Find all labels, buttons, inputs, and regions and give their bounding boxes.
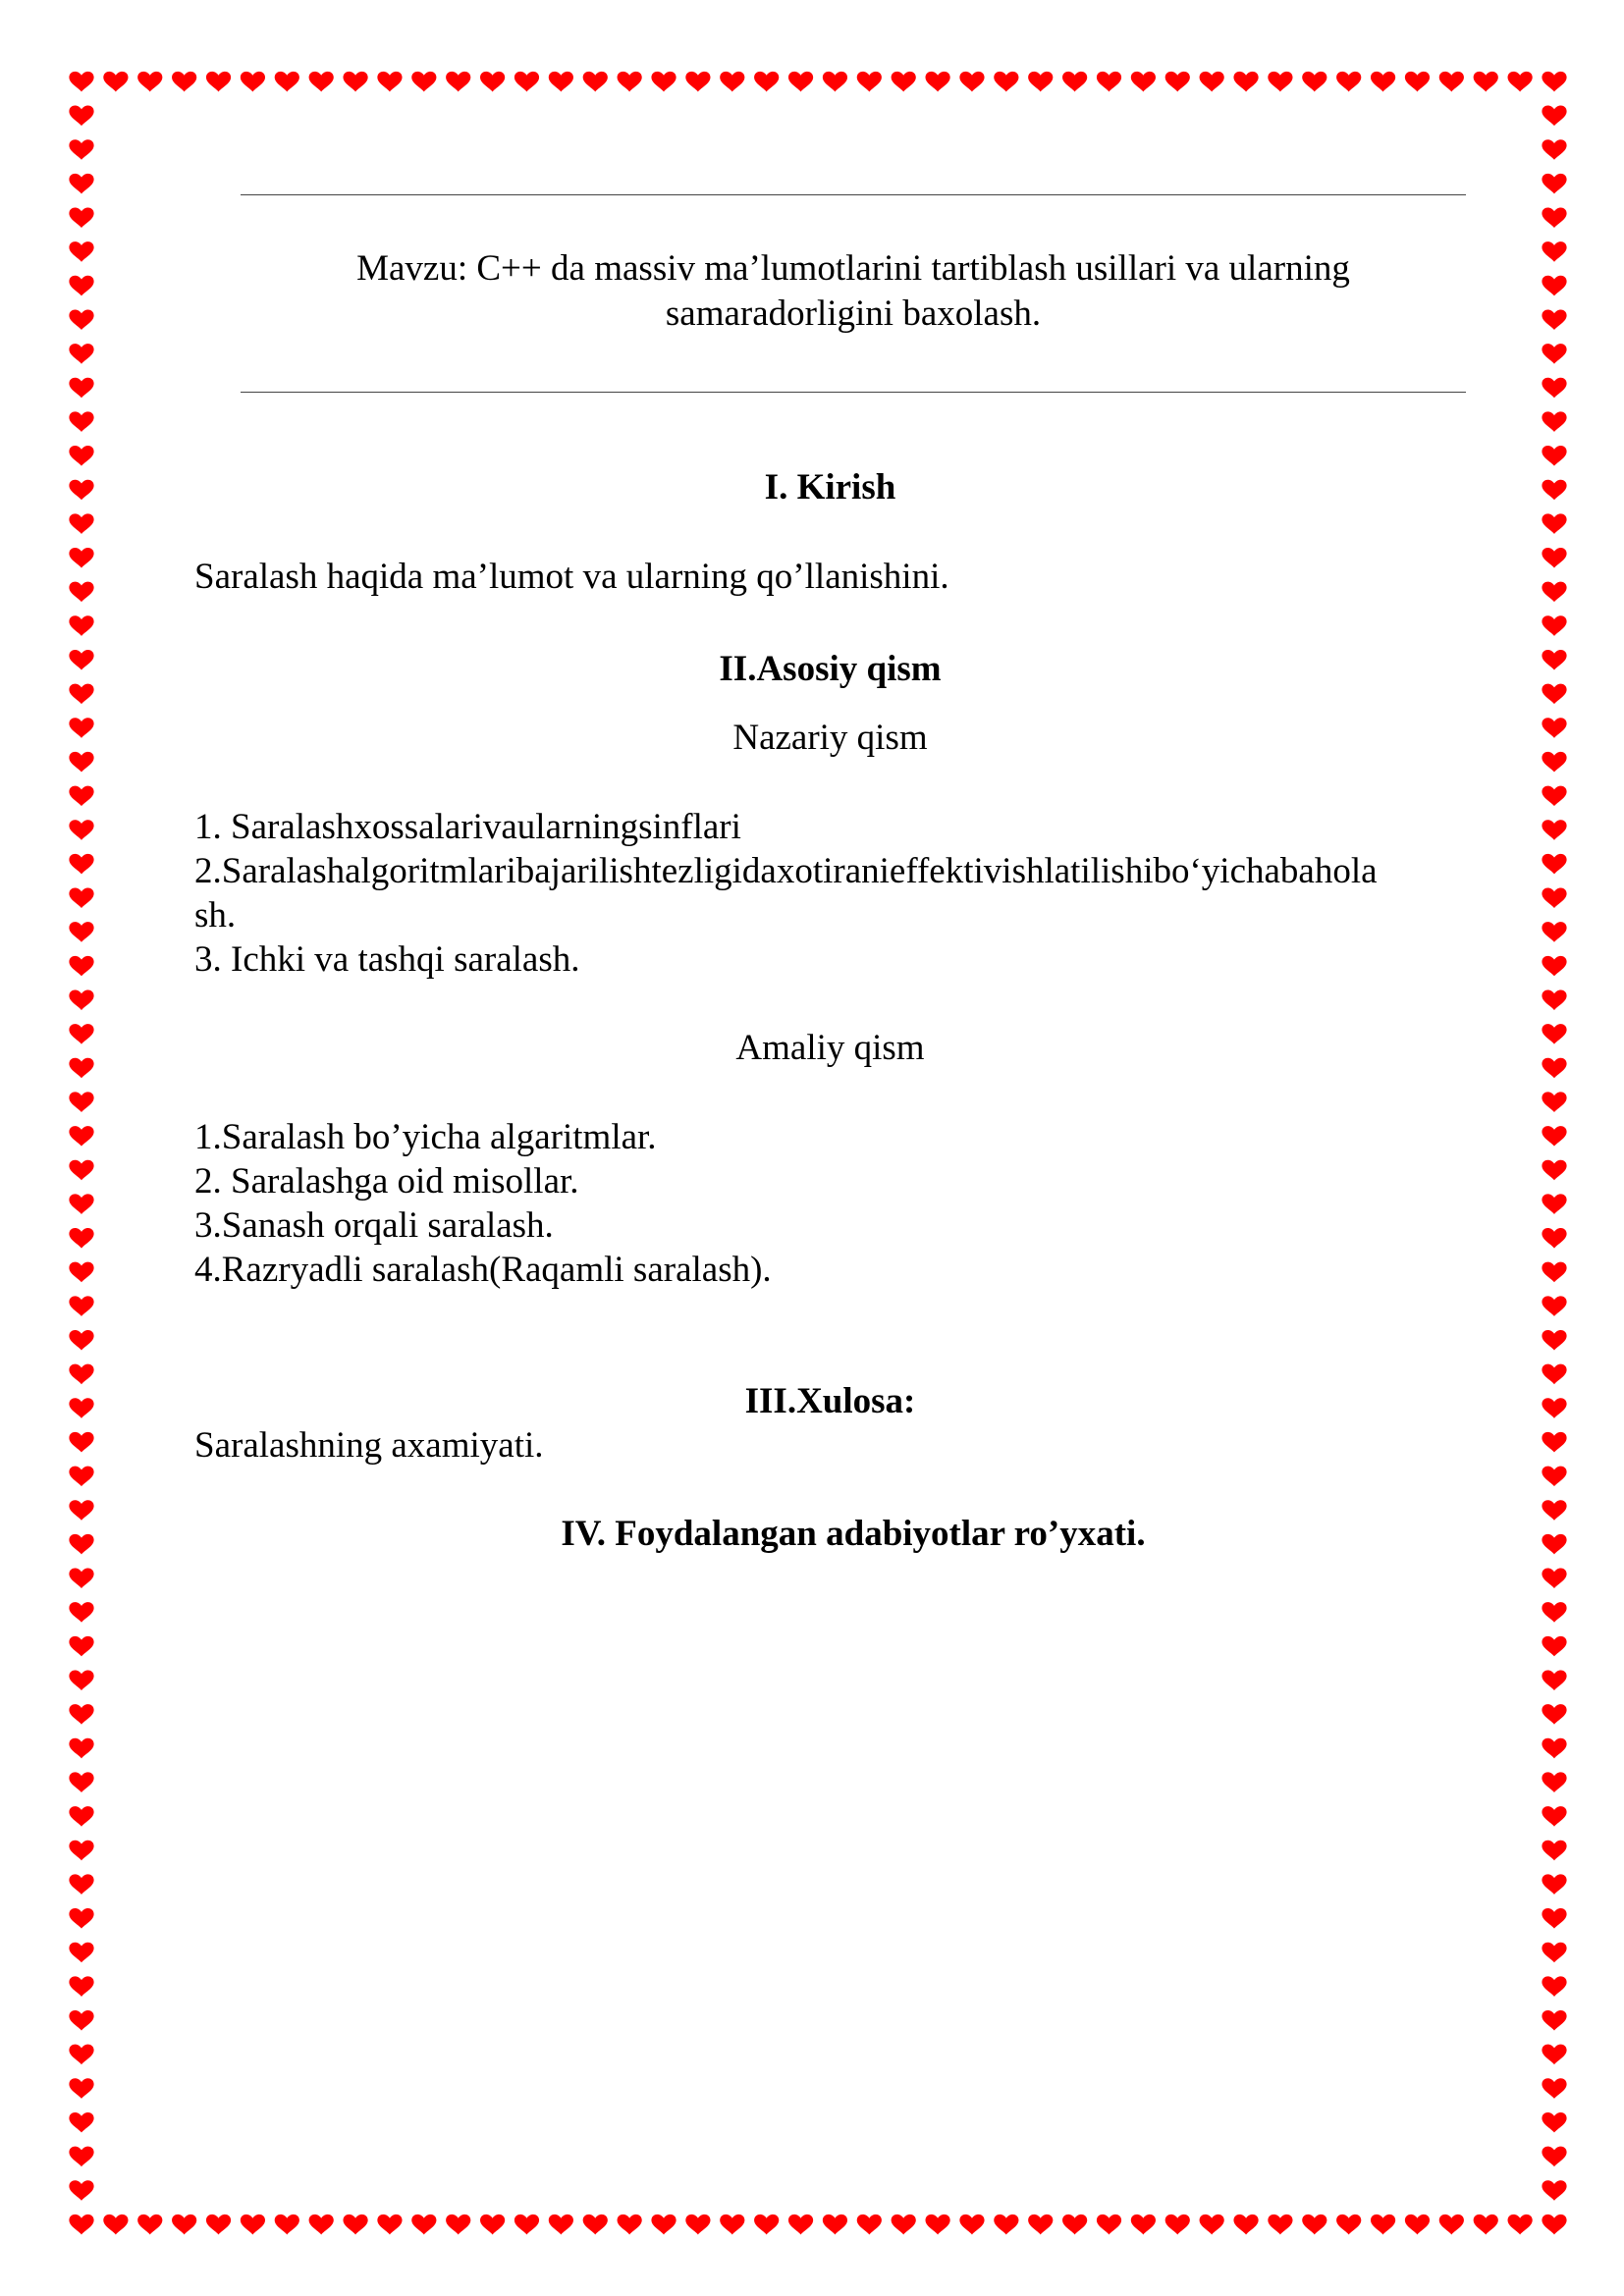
heart-icon bbox=[275, 2215, 299, 2235]
heart-icon bbox=[172, 72, 196, 92]
heart-icon bbox=[754, 2215, 779, 2235]
heart-icon bbox=[1542, 411, 1566, 432]
heart-icon bbox=[959, 72, 984, 92]
heart-icon bbox=[1542, 582, 1566, 603]
bottom-rule bbox=[241, 392, 1466, 393]
topic-line-1: Mavzu: C++ da massiv ma’lumotlarini tartiblash usillari va ularning bbox=[356, 248, 1350, 289]
heart-icon bbox=[1542, 2147, 1566, 2167]
heart-icon bbox=[1542, 1228, 1566, 1249]
heart-icon bbox=[69, 411, 93, 432]
heart-icon bbox=[69, 1772, 93, 1792]
heart-icon bbox=[69, 2147, 93, 2167]
heart-icon bbox=[1028, 2215, 1053, 2235]
heart-icon bbox=[1542, 1092, 1566, 1112]
heart-icon bbox=[1165, 2215, 1190, 2235]
heart-icon bbox=[1542, 1058, 1566, 1079]
heart-icon bbox=[1542, 1738, 1566, 1759]
heart-icon bbox=[172, 2215, 196, 2235]
heart-icon bbox=[1542, 241, 1566, 262]
heart-icon bbox=[1336, 2215, 1361, 2235]
heart-icon bbox=[1542, 1194, 1566, 1214]
heart-icon bbox=[1542, 1432, 1566, 1453]
heart-icon bbox=[69, 480, 93, 501]
heart-icon bbox=[1542, 1296, 1566, 1316]
heart-icon bbox=[69, 106, 93, 127]
heart-icon bbox=[69, 1194, 93, 1214]
heart-icon bbox=[1542, 786, 1566, 807]
heart-icon bbox=[1542, 854, 1566, 875]
list-item: 2. Saralashga oid misollar. bbox=[194, 1161, 579, 1201]
heart-icon bbox=[1028, 72, 1053, 92]
heart-icon bbox=[1542, 820, 1566, 840]
heart-icon bbox=[583, 2215, 608, 2235]
heart-icon bbox=[69, 1636, 93, 1657]
heart-icon bbox=[69, 1704, 93, 1725]
heart-icon bbox=[651, 2215, 676, 2235]
heart-icon bbox=[69, 1160, 93, 1181]
heart-icon bbox=[1336, 72, 1361, 92]
heart-icon bbox=[857, 72, 882, 92]
heart-icon bbox=[1474, 2215, 1498, 2235]
heart-icon bbox=[69, 1296, 93, 1316]
heart-icon bbox=[1542, 1704, 1566, 1725]
section-heading-kirish: I. Kirish bbox=[764, 467, 896, 507]
heart-icon bbox=[69, 1806, 93, 1827]
heart-icon bbox=[959, 2215, 984, 2235]
top-rule bbox=[241, 194, 1466, 195]
heart-icon bbox=[1542, 1602, 1566, 1623]
heart-icon bbox=[69, 684, 93, 705]
heart-icon bbox=[1542, 956, 1566, 977]
heart-icon bbox=[1371, 72, 1395, 92]
heart-icon bbox=[137, 2215, 162, 2235]
heart-icon bbox=[892, 2215, 916, 2235]
heart-icon bbox=[69, 1432, 93, 1453]
heart-icon bbox=[1371, 2215, 1395, 2235]
kirish-text: Saralash haqida ma’lumot va ularning qo’llanishini. bbox=[194, 557, 949, 597]
heart-icon bbox=[1439, 2215, 1464, 2235]
heart-icon bbox=[69, 207, 93, 228]
heart-icon bbox=[1542, 1467, 1566, 1487]
heart-icon bbox=[69, 378, 93, 399]
heart-icon bbox=[1542, 378, 1566, 399]
heart-icon bbox=[1165, 72, 1190, 92]
heart-icon bbox=[480, 72, 505, 92]
list-item: 1.Saralash bo’yicha algaritmlar. bbox=[194, 1117, 657, 1157]
heart-icon bbox=[1233, 72, 1258, 92]
heart-icon bbox=[69, 854, 93, 875]
section-heading-asosiy: II.Asosiy qism bbox=[719, 649, 942, 689]
heart-icon bbox=[69, 1976, 93, 1997]
heart-icon bbox=[480, 2215, 505, 2235]
heart-icon bbox=[1542, 2215, 1566, 2235]
heart-icon bbox=[1302, 2215, 1326, 2235]
heart-icon bbox=[69, 1262, 93, 1283]
heart-icon bbox=[69, 1841, 93, 1861]
heart-icon bbox=[69, 956, 93, 977]
heart-icon bbox=[343, 2215, 367, 2235]
heart-icon bbox=[994, 72, 1018, 92]
heart-icon bbox=[1542, 2010, 1566, 2031]
heart-icon bbox=[69, 582, 93, 603]
heart-icon bbox=[857, 2215, 882, 2235]
heart-icon bbox=[1097, 2215, 1121, 2235]
heart-icon bbox=[69, 650, 93, 670]
heart-icon bbox=[69, 1500, 93, 1521]
heart-icon bbox=[1508, 2215, 1533, 2235]
heart-icon bbox=[1542, 752, 1566, 773]
heart-icon bbox=[1542, 718, 1566, 738]
heart-icon bbox=[69, 513, 93, 534]
heart-icon bbox=[69, 2112, 93, 2133]
heart-icon bbox=[1542, 139, 1566, 160]
heart-icon bbox=[1439, 72, 1464, 92]
heart-icon bbox=[309, 72, 334, 92]
list-item: 3. Ichki va tashqi saralash. bbox=[194, 939, 580, 980]
heart-icon bbox=[618, 2215, 642, 2235]
list-item: 1. Saralashxossalarivaularningsinflari bbox=[194, 807, 741, 847]
heart-icon bbox=[309, 2215, 334, 2235]
heart-icon bbox=[69, 752, 93, 773]
heart-icon bbox=[137, 72, 162, 92]
heart-icon bbox=[823, 72, 847, 92]
heart-icon bbox=[651, 72, 676, 92]
heart-icon bbox=[69, 820, 93, 840]
heart-icon bbox=[69, 1364, 93, 1385]
heart-icon bbox=[1268, 72, 1292, 92]
heart-icon bbox=[549, 2215, 573, 2235]
heart-icon bbox=[1542, 174, 1566, 194]
subheading-nazariy: Nazariy qism bbox=[732, 718, 928, 758]
heart-icon bbox=[583, 72, 608, 92]
heart-icon bbox=[206, 72, 231, 92]
heart-icon bbox=[1542, 207, 1566, 228]
heart-icon bbox=[1542, 1670, 1566, 1690]
heart-icon bbox=[69, 2045, 93, 2065]
heart-icon bbox=[1268, 2215, 1292, 2235]
heart-icon bbox=[446, 72, 470, 92]
heart-icon bbox=[411, 2215, 436, 2235]
heart-icon bbox=[1542, 1976, 1566, 1997]
heart-icon bbox=[1542, 1024, 1566, 1044]
heart-icon bbox=[241, 72, 265, 92]
list-item: 3.Sanash orqali saralash. bbox=[194, 1205, 554, 1246]
heart-icon bbox=[1062, 2215, 1087, 2235]
heart-icon bbox=[69, 2010, 93, 2031]
list-item: sh. bbox=[194, 895, 237, 935]
heart-icon bbox=[549, 72, 573, 92]
heart-icon bbox=[1474, 72, 1498, 92]
heart-icon bbox=[1542, 1569, 1566, 1589]
section-heading-xulosa: III.Xulosa: bbox=[744, 1381, 916, 1421]
heart-icon bbox=[69, 276, 93, 296]
heart-icon bbox=[892, 72, 916, 92]
heart-icon bbox=[1508, 72, 1533, 92]
heart-icon bbox=[1542, 480, 1566, 501]
heart-icon bbox=[1302, 72, 1326, 92]
heart-icon bbox=[241, 2215, 265, 2235]
heart-icon bbox=[69, 615, 93, 636]
heart-icon bbox=[69, 1908, 93, 1929]
heart-icon bbox=[69, 1534, 93, 1555]
heart-icon bbox=[1542, 615, 1566, 636]
heart-icon bbox=[925, 2215, 949, 2235]
heart-icon bbox=[69, 989, 93, 1010]
heart-icon bbox=[275, 72, 299, 92]
heart-icon bbox=[1542, 2045, 1566, 2065]
heart-icon bbox=[1233, 2215, 1258, 2235]
heart-icon bbox=[1542, 1262, 1566, 1283]
heart-icon bbox=[377, 2215, 402, 2235]
heart-icon bbox=[69, 786, 93, 807]
heart-icon bbox=[69, 309, 93, 330]
heart-icon bbox=[1542, 513, 1566, 534]
heart-icon bbox=[69, 1092, 93, 1112]
heart-icon bbox=[69, 1602, 93, 1623]
heart-icon bbox=[1542, 106, 1566, 127]
heart-icon bbox=[69, 1126, 93, 1147]
heart-icon bbox=[1097, 72, 1121, 92]
list-item: 4.Razryadli saralash(Raqamli saralash). bbox=[194, 1250, 772, 1290]
heart-icon bbox=[1542, 1364, 1566, 1385]
topic-line-2: samaradorligini baxolash. bbox=[665, 294, 1042, 334]
heart-icon bbox=[69, 344, 93, 364]
heart-icon bbox=[1542, 1908, 1566, 1929]
heart-icon bbox=[69, 1058, 93, 1079]
heart-icon bbox=[69, 446, 93, 466]
heart-icon bbox=[206, 2215, 231, 2235]
heart-icon bbox=[1542, 548, 1566, 568]
heart-icon bbox=[1542, 1398, 1566, 1418]
heart-icon bbox=[1542, 1874, 1566, 1895]
heart-icon bbox=[1405, 2215, 1430, 2235]
heart-icon bbox=[69, 1228, 93, 1249]
heart-icon bbox=[1405, 72, 1430, 92]
heart-icon bbox=[69, 1467, 93, 1487]
heart-icon bbox=[1542, 650, 1566, 670]
subheading-amaliy: Amaliy qism bbox=[735, 1028, 925, 1068]
heart-icon bbox=[69, 2078, 93, 2099]
heart-icon bbox=[69, 888, 93, 909]
heart-icon bbox=[788, 72, 813, 92]
heart-icon bbox=[69, 1943, 93, 1963]
heart-icon bbox=[69, 72, 93, 92]
heart-icon bbox=[788, 2215, 813, 2235]
heart-icon bbox=[343, 72, 367, 92]
heart-icon bbox=[514, 2215, 539, 2235]
heart-icon bbox=[1542, 446, 1566, 466]
heart-icon bbox=[1542, 1534, 1566, 1555]
heart-icon bbox=[103, 72, 128, 92]
heart-icon bbox=[1062, 72, 1087, 92]
section-heading-adabiyotlar: IV. Foydalangan adabiyotlar ro’yxati. bbox=[561, 1514, 1146, 1554]
heart-icon bbox=[69, 1670, 93, 1690]
heart-icon bbox=[446, 2215, 470, 2235]
heart-icon bbox=[514, 72, 539, 92]
heart-icon bbox=[103, 2215, 128, 2235]
heart-icon bbox=[1131, 72, 1156, 92]
heart-icon bbox=[1542, 922, 1566, 942]
heart-icon bbox=[1542, 1160, 1566, 1181]
heart-icon bbox=[69, 922, 93, 942]
heart-icon bbox=[69, 548, 93, 568]
heart-icon bbox=[720, 72, 744, 92]
heart-icon bbox=[1542, 684, 1566, 705]
heart-icon bbox=[1131, 2215, 1156, 2235]
list-item: 2.Saralashalgoritmlaribajarilishtezligidaxotiranieffektivishlatilishibo‘yichabahola bbox=[194, 851, 1378, 891]
heart-icon bbox=[69, 241, 93, 262]
heart-icon bbox=[823, 2215, 847, 2235]
heart-icon bbox=[1200, 2215, 1224, 2235]
heart-icon bbox=[69, 2215, 93, 2235]
heart-icon bbox=[69, 139, 93, 160]
heart-icon bbox=[1542, 989, 1566, 1010]
heart-icon bbox=[754, 72, 779, 92]
heart-icon bbox=[69, 1330, 93, 1351]
heart-icon bbox=[1542, 1126, 1566, 1147]
xulosa-text: Saralashning axamiyati. bbox=[194, 1425, 544, 1466]
heart-icon bbox=[69, 1398, 93, 1418]
heart-icon bbox=[69, 1024, 93, 1044]
heart-icon bbox=[411, 72, 436, 92]
heart-icon bbox=[618, 72, 642, 92]
heart-icon bbox=[1542, 1330, 1566, 1351]
heart-icon bbox=[720, 2215, 744, 2235]
heart-icon bbox=[69, 2180, 93, 2201]
heart-icon bbox=[377, 72, 402, 92]
heart-icon bbox=[69, 1738, 93, 1759]
heart-icon bbox=[1542, 309, 1566, 330]
heart-icon bbox=[1542, 276, 1566, 296]
heart-icon bbox=[1542, 1943, 1566, 1963]
heart-icon bbox=[1542, 1500, 1566, 1521]
heart-icon bbox=[1542, 2112, 1566, 2133]
heart-icon bbox=[1542, 1772, 1566, 1792]
heart-icon bbox=[69, 1569, 93, 1589]
heart-icon bbox=[925, 72, 949, 92]
heart-icon bbox=[1542, 888, 1566, 909]
heart-icon bbox=[69, 174, 93, 194]
heart-icon bbox=[1542, 72, 1566, 92]
heart-icon bbox=[1200, 72, 1224, 92]
heart-icon bbox=[1542, 1841, 1566, 1861]
heart-icon bbox=[685, 2215, 710, 2235]
heart-icon bbox=[69, 718, 93, 738]
heart-icon bbox=[1542, 2078, 1566, 2099]
heart-icon bbox=[69, 1874, 93, 1895]
heart-icon bbox=[1542, 2180, 1566, 2201]
heart-icon bbox=[994, 2215, 1018, 2235]
heart-icon bbox=[685, 72, 710, 92]
heart-icon bbox=[1542, 1806, 1566, 1827]
heart-icon bbox=[1542, 1636, 1566, 1657]
heart-icon bbox=[1542, 344, 1566, 364]
